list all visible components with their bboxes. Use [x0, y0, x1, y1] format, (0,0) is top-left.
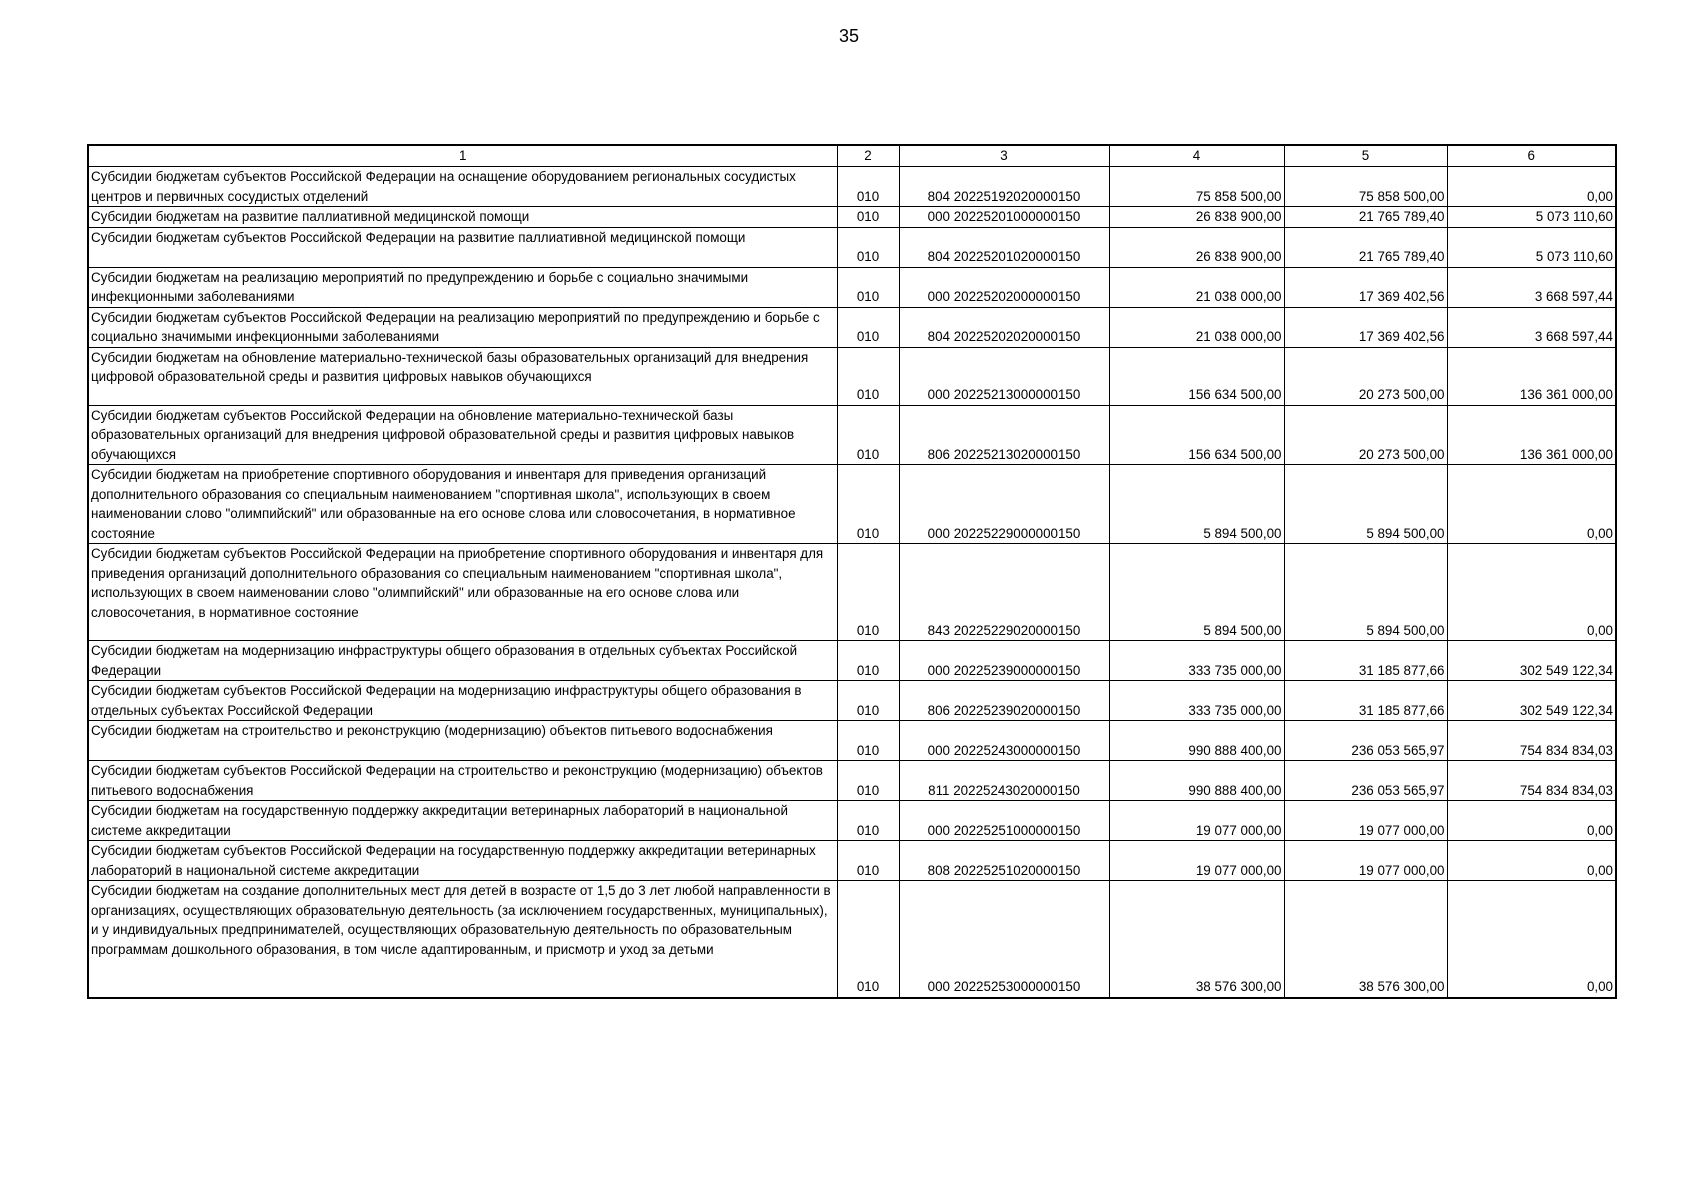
row-amount-remaining: 0,00: [1447, 801, 1616, 841]
page-number: 35: [838, 26, 860, 46]
row-amount-remaining: 302 549 122,34: [1447, 681, 1616, 721]
row-amount-approved: 38 576 300,00: [1109, 881, 1284, 998]
row-amount-approved: 333 735 000,00: [1109, 681, 1284, 721]
row-amount-executed: 31 185 877,66: [1284, 681, 1447, 721]
row-description: Субсидии бюджетам на обновление материально-технической базы образовательных организаций для внедрения цифровой образовательной среды и развития цифровых навыков обучающихся: [88, 347, 837, 405]
row-classification-code: 806 20225239020000150: [899, 681, 1109, 721]
row-description: Субсидии бюджетам субъектов Российской Федерации на развитие паллиативной медицинской помощи: [88, 227, 837, 267]
row-amount-executed: 75 858 500,00: [1284, 167, 1447, 207]
row-code: 010: [837, 465, 899, 544]
row-amount-remaining: 0,00: [1447, 167, 1616, 207]
row-amount-remaining: 0,00: [1447, 881, 1616, 998]
row-classification-code: 000 20225213000000150: [899, 347, 1109, 405]
row-code: 010: [837, 227, 899, 267]
row-code: 010: [837, 841, 899, 881]
row-amount-executed: 21 765 789,40: [1284, 227, 1447, 267]
row-classification-code: 804 20225192020000150: [899, 167, 1109, 207]
table-row: [88, 307, 1616, 347]
row-amount-remaining: 136 361 000,00: [1447, 405, 1616, 465]
column-header: 3: [899, 145, 1109, 167]
row-description: Субсидии бюджетам на реализацию мероприятий по предупреждению и борьбе с социально значимыми инфекционными заболеваниями: [88, 267, 837, 307]
row-code: 010: [837, 307, 899, 347]
row-classification-code: 804 20225202020000150: [899, 307, 1109, 347]
row-classification-code: 000 20225202000000150: [899, 267, 1109, 307]
row-amount-remaining: 754 834 834,03: [1447, 721, 1616, 761]
row-classification-code: 811 20225243020000150: [899, 761, 1109, 801]
row-classification-code: 000 20225243000000150: [899, 721, 1109, 761]
row-description: Субсидии бюджетам субъектов Российской Федерации на государственную поддержку аккредитации ветеринарных лабораторий в национальной системе аккредитации: [88, 841, 837, 881]
row-amount-executed: 17 369 402,56: [1284, 307, 1447, 347]
row-code: 010: [837, 347, 899, 405]
row-classification-code: 000 20225251000000150: [899, 801, 1109, 841]
table-row: [88, 544, 1616, 641]
row-amount-executed: 19 077 000,00: [1284, 801, 1447, 841]
row-amount-executed: 38 576 300,00: [1284, 881, 1447, 998]
row-amount-remaining: 0,00: [1447, 544, 1616, 641]
row-amount-approved: 21 038 000,00: [1109, 307, 1284, 347]
row-description: Субсидии бюджетам на строительство и реконструкцию (модернизацию) объектов питьевого водоснабжения: [88, 721, 837, 761]
row-amount-approved: 990 888 400,00: [1109, 761, 1284, 801]
row-classification-code: 804 20225201020000150: [899, 227, 1109, 267]
row-description: Субсидии бюджетам на создание дополнительных мест для детей в возрасте от 1,5 до 3 лет любой направленности в организациях, осуществляющих образовательную деятельность (за исключением государственных, муниципальных), и у индивидуальных предпринимателей, осуществляющих образовательную деятельность по образовательным программам дошкольного образования, в том числе адаптированным, и присмотр и уход за детьми: [88, 881, 837, 998]
table-body: [88, 167, 1616, 998]
row-amount-executed: 19 077 000,00: [1284, 841, 1447, 881]
row-code: 010: [837, 207, 899, 228]
table-row: [88, 267, 1616, 307]
column-header: 1: [88, 145, 837, 167]
row-description: Субсидии бюджетам субъектов Российской Федерации на реализацию мероприятий по предупреждению и борьбе с социально значимыми инфекционными заболеваниями: [88, 307, 837, 347]
row-amount-remaining: 3 668 597,44: [1447, 267, 1616, 307]
row-description: Субсидии бюджетам на модернизацию инфраструктуры общего образования в отдельных субъектах Российской Федерации: [88, 641, 837, 681]
row-classification-code: 000 20225253000000150: [899, 881, 1109, 998]
row-description: Субсидии бюджетам на государственную поддержку аккредитации ветеринарных лабораторий в национальной системе аккредитации: [88, 801, 837, 841]
row-amount-remaining: 5 073 110,60: [1447, 227, 1616, 267]
table-row: [88, 207, 1616, 228]
row-amount-approved: 5 894 500,00: [1109, 465, 1284, 544]
row-amount-executed: 5 894 500,00: [1284, 544, 1447, 641]
row-classification-code: 843 20225229020000150: [899, 544, 1109, 641]
table-row: [88, 465, 1616, 544]
column-header: 2: [837, 145, 899, 167]
row-amount-approved: 19 077 000,00: [1109, 841, 1284, 881]
row-amount-executed: 20 273 500,00: [1284, 405, 1447, 465]
row-code: 010: [837, 801, 899, 841]
row-classification-code: 808 20225251020000150: [899, 841, 1109, 881]
row-description: Субсидии бюджетам субъектов Российской Федерации на модернизацию инфраструктуры общего образования в отдельных субъектах Российской Федерации: [88, 681, 837, 721]
table-row: [88, 347, 1616, 405]
row-amount-remaining: 0,00: [1447, 841, 1616, 881]
column-header: 4: [1109, 145, 1284, 167]
row-code: 010: [837, 167, 899, 207]
header-row: [88, 145, 1616, 167]
row-amount-approved: 5 894 500,00: [1109, 544, 1284, 641]
table-row: [88, 721, 1616, 761]
budget-table: [87, 144, 1617, 999]
row-amount-executed: 5 894 500,00: [1284, 465, 1447, 544]
row-amount-executed: 21 765 789,40: [1284, 207, 1447, 228]
table-row: [88, 227, 1616, 267]
row-code: 010: [837, 267, 899, 307]
table-row: [88, 761, 1616, 801]
row-code: 010: [837, 881, 899, 998]
row-description: Субсидии бюджетам субъектов Российской Федерации на приобретение спортивного оборудования и инвентаря для приведения организаций дополнительного образования со специальным наименованием "спортивная школа", использующих в своем наименовании слово "олимпийский" или образованные на его основе слова или словосочетания, в нормативное состояние: [88, 544, 837, 641]
row-description: Субсидии бюджетам субъектов Российской Федерации на оснащение оборудованием региональных сосудистых центров и первичных сосудистых отделений: [88, 167, 837, 207]
row-code: 010: [837, 641, 899, 681]
row-amount-approved: 75 858 500,00: [1109, 167, 1284, 207]
row-amount-approved: 156 634 500,00: [1109, 405, 1284, 465]
column-header: 5: [1284, 145, 1447, 167]
row-amount-remaining: 0,00: [1447, 465, 1616, 544]
row-classification-code: 000 20225201000000150: [899, 207, 1109, 228]
row-amount-executed: 31 185 877,66: [1284, 641, 1447, 681]
row-code: 010: [837, 761, 899, 801]
row-amount-approved: 26 838 900,00: [1109, 207, 1284, 228]
row-amount-approved: 990 888 400,00: [1109, 721, 1284, 761]
table-row: [88, 681, 1616, 721]
row-amount-executed: 20 273 500,00: [1284, 347, 1447, 405]
row-code: 010: [837, 544, 899, 641]
row-description: Субсидии бюджетам субъектов Российской Федерации на обновление материально-технической базы образовательных организаций для внедрения цифровой образовательной среды и развития цифровых навыков обучающихся: [88, 405, 837, 465]
row-amount-remaining: 136 361 000,00: [1447, 347, 1616, 405]
table-row: [88, 167, 1616, 207]
row-amount-executed: 17 369 402,56: [1284, 267, 1447, 307]
row-classification-code: 806 20225213020000150: [899, 405, 1109, 465]
row-amount-approved: 333 735 000,00: [1109, 641, 1284, 681]
row-amount-approved: 156 634 500,00: [1109, 347, 1284, 405]
row-description: Субсидии бюджетам на приобретение спортивного оборудования и инвентаря для приведения организаций дополнительного образования со специальным наименованием "спортивная школа", использующих в своем наименовании слово "олимпийский" или образованные на его основе слова или словосочетания, в нормативное состояние: [88, 465, 837, 544]
table-row: [88, 841, 1616, 881]
table-row: [88, 641, 1616, 681]
table-row: [88, 801, 1616, 841]
row-classification-code: 000 20225229000000150: [899, 465, 1109, 544]
row-description: Субсидии бюджетам на развитие паллиативной медицинской помощи: [88, 207, 837, 228]
row-classification-code: 000 20225239000000150: [899, 641, 1109, 681]
row-amount-executed: 236 053 565,97: [1284, 761, 1447, 801]
table-row: [88, 881, 1616, 998]
row-code: 010: [837, 681, 899, 721]
row-amount-remaining: 302 549 122,34: [1447, 641, 1616, 681]
row-description: Субсидии бюджетам субъектов Российской Федерации на строительство и реконструкцию (модернизацию) объектов питьевого водоснабжения: [88, 761, 837, 801]
row-amount-executed: 236 053 565,97: [1284, 721, 1447, 761]
column-header: 6: [1447, 145, 1616, 167]
row-amount-remaining: 3 668 597,44: [1447, 307, 1616, 347]
table-row: [88, 405, 1616, 465]
row-code: 010: [837, 405, 899, 465]
row-amount-remaining: 5 073 110,60: [1447, 207, 1616, 228]
row-amount-approved: 26 838 900,00: [1109, 227, 1284, 267]
row-amount-approved: 21 038 000,00: [1109, 267, 1284, 307]
row-amount-approved: 19 077 000,00: [1109, 801, 1284, 841]
row-code: 010: [837, 721, 899, 761]
row-amount-remaining: 754 834 834,03: [1447, 761, 1616, 801]
